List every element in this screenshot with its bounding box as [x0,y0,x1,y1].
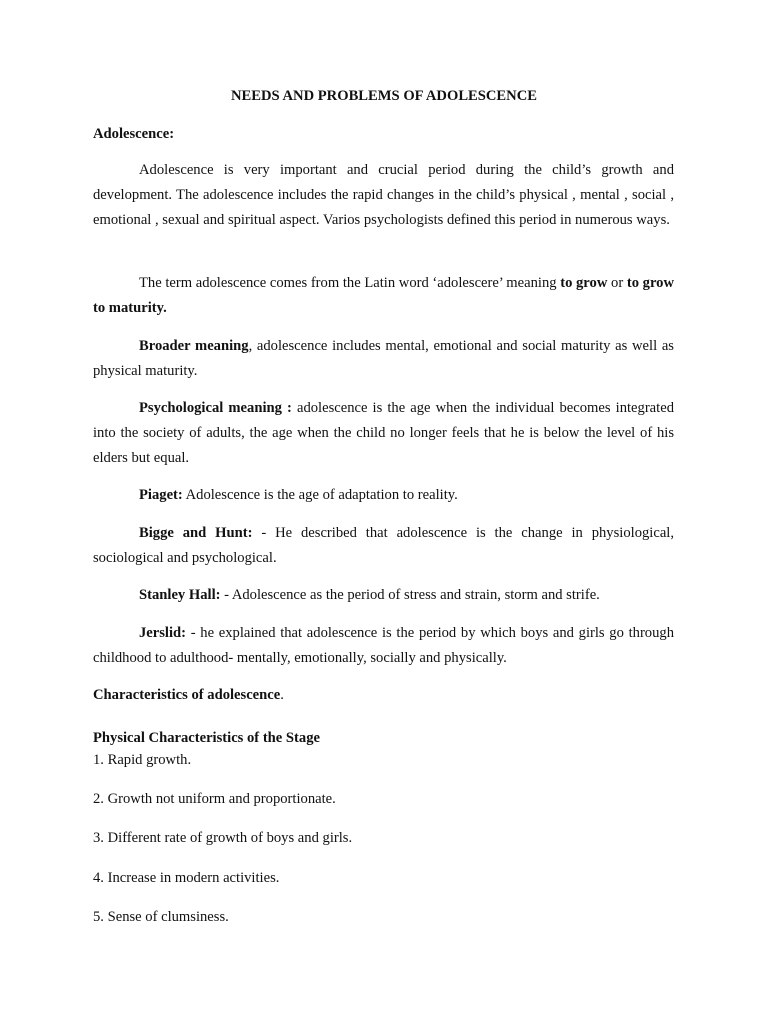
characteristics-heading-period: . [280,687,284,703]
characteristics-heading-text: Characteristics of adolescence [93,687,281,703]
paragraph-text: adolescence is the age when the individual becomes integrated into the society of adults, the age when the child no longer feels that he is below the level of his elders but equal. [93,400,674,466]
paragraph-text: - Adolescence as the period of stress and strain, storm and strife. [220,587,600,603]
term-label: Psychological meaning : [139,400,292,416]
document-title: NEEDS AND PROBLEMS OF ADOLESCENCE [231,88,537,104]
paragraph-intro: Adolescence is very important and crucial period during the child’s growth and development. The adolescence includes the rapid changes in the child’s physical , mental , social , emotional , sexual and spiritual aspect. Varios psychologists defined this period in numerous ways. [93,162,674,228]
paragraph-bigge-and-hunt [93,521,674,571]
term-label: Jerslid: [139,625,187,641]
paragraph-text: or [607,275,627,291]
term-label: Stanley Hall: [139,587,221,603]
paragraph-text: The term adolescence comes from the Latin word ‘adolescere’ meaning [139,275,561,291]
term-label: Bigge and Hunt: [139,525,253,541]
section-heading-adolescence: Adolescence: [93,126,175,142]
paragraph-etymology [93,271,674,321]
list-item: 2. Growth not uniform and proportionate. [93,791,336,807]
list-item: 4. Increase in modern activities. [93,870,280,886]
emphasis-to-grow: to grow [560,275,608,291]
term-label: Piaget: [139,487,183,503]
list-item: 1. Rapid growth. [93,752,192,768]
term-label: Broader meaning [139,338,249,354]
physical-characteristics-heading: Physical Characteristics of the Stage [93,730,320,746]
paragraph-piaget [93,483,674,508]
paragraph-broader-meaning [93,334,674,384]
paragraph-jerslid [93,621,674,671]
emphasis-to-grow-to-maturity: to grow to maturity. [93,275,675,316]
paragraph-text: - he explained that adolescence is the period by which boys and girls go through childhood to adulthood- mentally, emotionally, socially and physically. [93,625,674,666]
characteristics-heading [93,685,284,705]
paragraph-psychological-meaning [93,396,674,471]
paragraph-stanley-hall [93,583,674,608]
paragraph-text: Adolescence is the age of adaptation to reality. [182,487,458,503]
paragraph-text: - He described that adolescence is the change in physiological, sociological and psychological. [93,525,674,566]
paragraph-text: , adolescence includes mental, emotional and social maturity as well as physical maturity. [93,338,674,379]
list-item: 3. Different rate of growth of boys and girls. [93,830,353,846]
list-item: 5. Sense of clumsiness. [93,909,229,925]
